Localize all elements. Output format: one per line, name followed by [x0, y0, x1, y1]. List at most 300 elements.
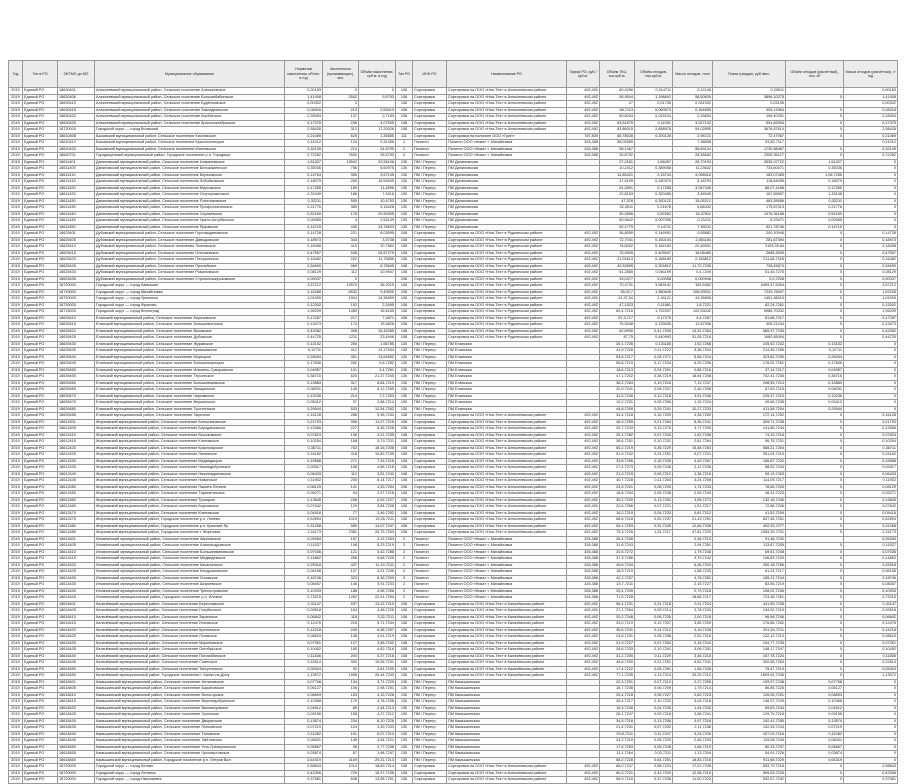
- table-cell[interactable]: 24,2,7219: [600, 738, 635, 745]
- table-cell[interactable]: Сортировка: [413, 296, 447, 303]
- table-cell[interactable]: Единый РО: [23, 387, 58, 394]
- table-cell[interactable]: 0,06433: [285, 471, 323, 478]
- table-cell[interactable]: 10,27,7233: [673, 406, 713, 413]
- table-cell[interactable]: 30,3856: [600, 211, 635, 218]
- table-cell[interactable]: Сортировка: [413, 510, 447, 517]
- table-cell[interactable]: 8,36,7241: [673, 419, 713, 426]
- table-cell[interactable]: Сортировка: [413, 322, 447, 329]
- table-cell[interactable]: Иловлинский муниципальный район, Сельское поселение Трёхостровское: [95, 588, 285, 595]
- table-cell[interactable]: 130: [396, 725, 413, 732]
- table-cell[interactable]: Сортировка: [413, 114, 447, 121]
- table-cell[interactable]: 0,08291: [285, 387, 323, 394]
- table-cell[interactable]: 2,60,7223: [673, 692, 713, 699]
- table-row[interactable]: [9, 621, 898, 628]
- table-cell[interactable]: Иловлинский муниципальный район, Сельское поселение Медведевское: [95, 556, 285, 563]
- table-cell[interactable]: 492,492: [567, 244, 600, 251]
- table-cell[interactable]: 0: [786, 133, 844, 140]
- table-cell[interactable]: 0: [844, 699, 898, 706]
- table-cell[interactable]: 107: [323, 569, 359, 576]
- table-cell[interactable]: Единый РО: [23, 478, 58, 485]
- table-cell[interactable]: 75,47,7219: [713, 666, 786, 673]
- table-cell[interactable]: 0,09317: [285, 465, 323, 472]
- table-cell[interactable]: 0,11836: [844, 653, 898, 660]
- table-cell[interactable]: 0,09156: [285, 712, 323, 719]
- table-cell[interactable]: 36,2015: [359, 283, 396, 290]
- table-cell[interactable]: 18614420: [58, 562, 95, 569]
- table-cell[interactable]: Сортировка: [413, 270, 447, 277]
- table-cell[interactable]: Единый РО: [23, 315, 58, 322]
- table-cell[interactable]: 2019: [9, 257, 23, 264]
- table-cell[interactable]: 108: [396, 510, 413, 517]
- table-cell[interactable]: 0: [844, 380, 898, 387]
- table-row[interactable]: [9, 686, 898, 693]
- table-cell[interactable]: 108: [396, 640, 413, 647]
- table-cell[interactable]: 0: [786, 237, 844, 244]
- table-cell[interactable]: 108: [396, 120, 413, 127]
- table-cell[interactable]: 18616430: [58, 640, 95, 647]
- table-cell[interactable]: 0,4,7209: [673, 270, 713, 277]
- table-cell[interactable]: Калачёвский муниципальный район, Сельское поселение Пятиизбянское: [95, 653, 285, 660]
- table-cell[interactable]: ПМ Даниловская: [447, 218, 567, 225]
- table-cell[interactable]: 0,014711: [635, 88, 673, 95]
- table-cell[interactable]: Сортировка на ООО «Ноя-Тех» в Руднянском районе: [447, 231, 567, 238]
- table-cell[interactable]: Единый РО: [23, 224, 58, 231]
- table-cell[interactable]: 130: [396, 192, 413, 199]
- table-cell[interactable]: ПМ Еланская: [447, 400, 567, 407]
- table-cell[interactable]: 26,44,7243: [359, 673, 396, 680]
- table-cell[interactable]: 533: [323, 406, 359, 413]
- table-cell[interactable]: Сортировка: [413, 614, 447, 621]
- table-cell[interactable]: 18612485: [58, 530, 95, 537]
- table-row[interactable]: [9, 562, 898, 569]
- table-cell[interactable]: 15,48,7283: [673, 445, 713, 452]
- table-cell[interactable]: 0,32449: [285, 192, 323, 199]
- table-cell[interactable]: 6,46,7203: [673, 562, 713, 569]
- table-cell[interactable]: 1262: [323, 595, 359, 602]
- table-cell[interactable]: 728,45674: [713, 263, 786, 270]
- table-cell[interactable]: Жирновский муниципальный район, Сельское поселение Новинское: [95, 478, 285, 485]
- table-cell[interactable]: Городской округ — город Ленинск: [95, 770, 285, 777]
- table-cell[interactable]: 0,42082: [285, 328, 323, 335]
- table-cell[interactable]: Жирновский муниципальный район, Городское поселение р.п. Красный Яр: [95, 523, 285, 530]
- table-cell[interactable]: 0,12476: [285, 621, 323, 628]
- table-cell[interactable]: 0,21089: [844, 133, 898, 140]
- table-cell[interactable]: Полигон ООО «Ника» г. Михайловка: [447, 595, 567, 602]
- table-cell[interactable]: 179: [323, 699, 359, 706]
- table-cell[interactable]: 2019: [9, 387, 23, 394]
- table-cell[interactable]: 0,00037: [844, 276, 898, 283]
- table-cell[interactable]: Единый РО: [23, 530, 58, 537]
- table-cell[interactable]: Калачёвский муниципальный район, Сельское поселение Голубинское: [95, 608, 285, 615]
- table-cell[interactable]: 25,1,7282: [600, 432, 635, 439]
- table-cell[interactable]: ПМ Камышинская: [447, 725, 567, 732]
- table-cell[interactable]: 18611405: [58, 166, 95, 173]
- table-cell[interactable]: 2019: [9, 465, 23, 472]
- table-cell[interactable]: 18611450: [58, 224, 95, 231]
- table-cell[interactable]: 492,492: [567, 322, 600, 329]
- table-cell[interactable]: 492,492: [567, 270, 600, 277]
- table-cell[interactable]: Сортировка: [413, 497, 447, 504]
- table-cell[interactable]: 0,31,7218: [635, 601, 673, 608]
- table-cell[interactable]: 18639465: [58, 387, 95, 394]
- table-cell[interactable]: 0,07758: [285, 679, 323, 686]
- table-cell[interactable]: Камышинский муниципальный район, Сельское поселение Чухонастовское: [95, 751, 285, 758]
- table-cell[interactable]: Сортировка: [413, 777, 447, 784]
- table-cell[interactable]: 2019: [9, 107, 23, 114]
- table-cell[interactable]: 11,4596: [359, 185, 396, 192]
- table-cell[interactable]: 0,11711: [285, 348, 323, 355]
- table-cell[interactable]: 492,492: [567, 426, 600, 433]
- table-cell[interactable]: ПМ / Перегр.: [413, 348, 447, 355]
- table-cell[interactable]: 56,8,7215: [600, 361, 635, 368]
- table-cell[interactable]: 0: [786, 510, 844, 517]
- table-cell[interactable]: 18618460: [58, 757, 95, 764]
- table-cell[interactable]: 18639485: [58, 413, 95, 420]
- table-cell[interactable]: 0: [844, 744, 898, 751]
- table-cell[interactable]: Единый РО: [23, 777, 58, 784]
- table-cell[interactable]: 0,15744: [635, 172, 673, 179]
- table-row[interactable]: [9, 653, 898, 660]
- table-cell[interactable]: Сортировка на ООО «Ноя-Тех» в Руднянском районе: [447, 296, 567, 303]
- table-cell[interactable]: Камышинский муниципальный район, Сельское поселение Таловское: [95, 731, 285, 738]
- table-cell[interactable]: 0,36,7229: [635, 445, 673, 452]
- table-cell[interactable]: Полигон ООО «Ника» г. Михайловка: [447, 146, 567, 153]
- table-row[interactable]: [9, 569, 898, 576]
- table-cell[interactable]: 108: [396, 127, 413, 134]
- table-cell[interactable]: 0: [786, 653, 844, 660]
- table-cell[interactable]: 18639410: [58, 315, 95, 322]
- table-cell[interactable]: 5,86432: [673, 205, 713, 212]
- table-cell[interactable]: Единый РО: [23, 166, 58, 173]
- table-cell[interactable]: 536: [323, 250, 359, 257]
- table-cell[interactable]: 0,52262: [635, 211, 673, 218]
- table-cell[interactable]: Городищенский муниципальный район, Городское поселение р.п. Городище: [95, 153, 285, 160]
- table-cell[interactable]: 0: [786, 562, 844, 569]
- table-cell[interactable]: 108: [396, 88, 413, 95]
- table-cell[interactable]: 1,41121: [635, 296, 673, 303]
- table-cell[interactable]: Единый РО: [23, 582, 58, 589]
- table-cell[interactable]: 0,28394: [285, 114, 323, 121]
- table-cell[interactable]: 0,47557: [844, 250, 898, 257]
- table-row[interactable]: [9, 712, 898, 719]
- table-cell[interactable]: 492,492: [567, 647, 600, 654]
- table-cell[interactable]: Городской округ — город Волгоград: [95, 309, 285, 316]
- table-cell[interactable]: 88,07,4186: [713, 185, 786, 192]
- table-cell[interactable]: 0,08401: [285, 738, 323, 745]
- table-cell[interactable]: 2,81,7264: [673, 439, 713, 446]
- table-cell[interactable]: ПМ / Перегр.: [413, 374, 447, 381]
- table-cell[interactable]: Сортировка: [413, 120, 447, 127]
- table-cell[interactable]: Единый РО: [23, 575, 58, 582]
- table-cell[interactable]: 12,54,7262: [359, 406, 396, 413]
- table-cell[interactable]: ПМ / Перегр.: [413, 738, 447, 745]
- table-cell[interactable]: Единый РО: [23, 725, 58, 732]
- table-cell[interactable]: 157,09,7216: [713, 731, 786, 738]
- table-cell[interactable]: 0,07,7202: [635, 725, 673, 732]
- table-cell[interactable]: Сортировка на ООО «Ноя-Тех» в Руднянском районе: [447, 250, 567, 257]
- table-cell[interactable]: 0,05324: [844, 666, 898, 673]
- table-cell[interactable]: ПМ Еланская: [447, 361, 567, 368]
- table-row[interactable]: [9, 725, 898, 732]
- table-cell[interactable]: 0,22614: [285, 660, 323, 667]
- table-cell[interactable]: 40,7,7228: [600, 478, 635, 485]
- table-cell[interactable]: 0,42,7209: [635, 770, 673, 777]
- table-cell[interactable]: 492,492: [567, 127, 600, 134]
- table-cell[interactable]: Сортировка на ООО «Ноя-Тех» в Руднянском районе: [447, 257, 567, 264]
- table-cell[interactable]: 16,3,7246: [600, 705, 635, 712]
- table-cell[interactable]: 72,47067: [713, 133, 786, 140]
- table-cell[interactable]: ПМ Даниловская: [447, 205, 567, 212]
- table-cell[interactable]: 2535,07722: [713, 159, 786, 166]
- table-row[interactable]: [9, 692, 898, 699]
- table-cell[interactable]: 0,08457: [844, 582, 898, 589]
- table-cell[interactable]: 18612415: [58, 439, 95, 446]
- table-cell[interactable]: Единый РО: [23, 231, 58, 238]
- table-row[interactable]: [9, 660, 898, 667]
- table-cell[interactable]: 108: [396, 452, 413, 459]
- table-cell[interactable]: 108: [396, 107, 413, 114]
- table-cell[interactable]: 0,13,7256: [635, 718, 673, 725]
- table-cell[interactable]: 134: [323, 679, 359, 686]
- table-cell[interactable]: 0,09518: [285, 608, 323, 615]
- table-cell[interactable]: Даниловский муниципальный район, Сельское поселение Атамановское: [95, 159, 285, 166]
- table-cell[interactable]: 0,13152: [285, 341, 323, 348]
- table-cell[interactable]: Даниловский муниципальный район, Сельское поселение Сергиевское: [95, 211, 285, 218]
- table-cell[interactable]: ПМ Еланская: [447, 341, 567, 348]
- table-cell[interactable]: 157: [323, 536, 359, 543]
- table-cell[interactable]: 4,16,7228: [673, 627, 713, 634]
- table-cell[interactable]: Единый РО: [23, 770, 58, 777]
- table-cell[interactable]: 0,133935: [635, 322, 673, 329]
- table-cell[interactable]: 20,5,7272: [600, 549, 635, 556]
- table-cell[interactable]: 2019: [9, 653, 23, 660]
- table-cell[interactable]: 0,36711: [844, 445, 898, 452]
- table-cell[interactable]: Единый РО: [23, 439, 58, 446]
- table-cell[interactable]: 0,09,7218: [635, 712, 673, 719]
- table-cell[interactable]: 201,54,7211: [713, 627, 786, 634]
- table-cell[interactable]: 0,28264: [786, 354, 844, 361]
- table-cell[interactable]: 148,17,7247: [713, 647, 786, 654]
- table-cell[interactable]: Еланский муниципальный район, Сельское поселение Тростянское: [95, 406, 285, 413]
- table-cell[interactable]: 130: [396, 205, 413, 212]
- table-cell[interactable]: 0,15588: [844, 458, 898, 465]
- table-cell[interactable]: ПМ / Перегр.: [413, 354, 447, 361]
- table-cell[interactable]: 0,29544: [285, 406, 323, 413]
- table-cell[interactable]: 2,27,7255: [673, 679, 713, 686]
- table-cell[interactable]: Сортировка: [413, 237, 447, 244]
- table-cell[interactable]: ПМ Камышинская: [447, 692, 567, 699]
- table-cell[interactable]: 18616450: [58, 666, 95, 673]
- table-cell[interactable]: 2019: [9, 634, 23, 641]
- table-cell[interactable]: 148: [323, 634, 359, 641]
- table-cell[interactable]: 3,91,7233: [359, 582, 396, 589]
- table-cell[interactable]: 18,8,7244: [600, 491, 635, 498]
- table-cell[interactable]: Иловлинский муниципальный район, Сельское поселение Авиловское: [95, 536, 285, 543]
- table-cell[interactable]: 492,492: [567, 114, 600, 121]
- table-cell[interactable]: 326,388: [567, 588, 600, 595]
- table-cell[interactable]: ПМ Камышинская: [447, 738, 567, 745]
- table-cell[interactable]: 0,06842: [844, 614, 898, 621]
- table-cell[interactable]: 2019: [9, 666, 23, 673]
- table-cell[interactable]: 4,21,7235: [359, 432, 396, 439]
- table-cell[interactable]: 1,15,7224: [673, 400, 713, 407]
- table-cell[interactable]: 2,11,7236: [673, 725, 713, 732]
- table-cell[interactable]: 16,54645: [359, 179, 396, 186]
- table-cell[interactable]: 0,17287: [285, 315, 323, 322]
- table-cell[interactable]: 118: [323, 614, 359, 621]
- table-cell[interactable]: 37,3,7266: [600, 556, 635, 563]
- table-cell[interactable]: Сортировка на ООО «Ноя-Тех» в Руднянском районе: [447, 309, 567, 316]
- table-cell[interactable]: 0: [786, 419, 844, 426]
- table-cell[interactable]: Полигон: [413, 146, 447, 153]
- table-cell[interactable]: 0,42306: [844, 770, 898, 777]
- table-cell[interactable]: 18625405: [58, 237, 95, 244]
- table-cell[interactable]: 56,69124: [673, 146, 713, 153]
- table-cell[interactable]: 28,70193: [673, 159, 713, 166]
- table-cell[interactable]: ПМ Еланская: [447, 348, 567, 355]
- table-cell[interactable]: ПМ Камышинская: [447, 731, 567, 738]
- table-cell[interactable]: Полигон: [413, 582, 447, 589]
- table-cell[interactable]: 0,64319: [786, 757, 844, 764]
- table-cell[interactable]: ПМ Еланская: [447, 406, 567, 413]
- table-cell[interactable]: Сортировка на ООО «Ноя-Тех» в Алексеевском районе: [447, 439, 567, 446]
- table-cell[interactable]: 2,3495: [359, 302, 396, 309]
- table-cell[interactable]: 0,34690: [844, 263, 898, 270]
- table-cell[interactable]: 18611430: [58, 198, 95, 205]
- table-cell[interactable]: Сортировка на ООО «Ноя-Тех» в Алексеевском районе: [447, 94, 567, 101]
- table-cell[interactable]: Полигон: [413, 588, 447, 595]
- table-cell[interactable]: 18612445: [58, 478, 95, 485]
- table-cell[interactable]: 0,04912: [285, 705, 323, 712]
- table-cell[interactable]: 77,1,7235: [600, 673, 635, 680]
- table-cell[interactable]: Городской округ — город Михайловка: [95, 289, 285, 296]
- table-cell[interactable]: 33,25,7212: [673, 673, 713, 680]
- table-cell[interactable]: 323: [323, 575, 359, 582]
- table-cell[interactable]: 2: [396, 569, 413, 576]
- table-cell[interactable]: 183,5382: [673, 283, 713, 290]
- table-cell[interactable]: 326,388: [567, 575, 600, 582]
- table-cell[interactable]: ПМ Камышинская: [447, 712, 567, 719]
- table-cell[interactable]: 20,45931: [673, 244, 713, 251]
- table-cell[interactable]: 3,01,7246: [359, 569, 396, 576]
- table-cell[interactable]: 0: [844, 354, 898, 361]
- table-cell[interactable]: ПМ / Перегр.: [413, 367, 447, 374]
- table-cell[interactable]: 0: [786, 127, 844, 134]
- table-cell[interactable]: 0,24,7251: [635, 452, 673, 459]
- table-cell[interactable]: 0,31268: [844, 523, 898, 530]
- table-cell[interactable]: 82,24,7261: [713, 302, 786, 309]
- table-cell[interactable]: Сортировка на ООО «Ноя-Тех» в Алексеевском районе: [447, 413, 567, 420]
- table-cell[interactable]: 6,14,7217: [359, 478, 396, 485]
- table-cell[interactable]: 0: [844, 185, 898, 192]
- table-cell[interactable]: Еланский муниципальный район, Сельское поселение Дубовское: [95, 335, 285, 342]
- table-cell[interactable]: 2019: [9, 244, 23, 251]
- table-cell[interactable]: 0: [786, 608, 844, 615]
- table-cell[interactable]: 130: [396, 738, 413, 745]
- table-cell[interactable]: 10,9947: [359, 270, 396, 277]
- table-row[interactable]: [9, 517, 898, 524]
- table-cell[interactable]: Сортировка: [413, 101, 447, 108]
- table-row[interactable]: [9, 439, 898, 446]
- table-row[interactable]: [9, 595, 898, 602]
- table-cell[interactable]: 3,97,7218: [673, 718, 713, 725]
- table-cell[interactable]: Сортировка на ООО «Ноя-Тех» в Алексеевском районе: [447, 491, 567, 498]
- table-cell[interactable]: 72,88,7236: [713, 504, 786, 511]
- table-cell[interactable]: 0,13845: [844, 497, 898, 504]
- table-cell[interactable]: 26,1,7247: [600, 712, 635, 719]
- table-cell[interactable]: 5,07,7214: [359, 731, 396, 738]
- table-cell[interactable]: ПМ Еланская: [447, 374, 567, 381]
- table-cell[interactable]: 0,11902: [285, 478, 323, 485]
- table-cell[interactable]: 35,6,7241: [600, 627, 635, 634]
- table-cell[interactable]: ПМ Еланская: [447, 354, 567, 361]
- table-cell[interactable]: Камышинский муниципальный район, Сельское поселение Дворянское: [95, 718, 285, 725]
- table-cell[interactable]: 0,14,7212: [635, 627, 673, 634]
- table-cell[interactable]: 236: [323, 497, 359, 504]
- table-cell[interactable]: 0,08129: [285, 484, 323, 491]
- table-cell[interactable]: 0: [786, 335, 844, 342]
- table-cell[interactable]: 1,02105: [844, 289, 898, 296]
- table-cell[interactable]: 18639430: [58, 341, 95, 348]
- table-cell[interactable]: 18730000: [58, 302, 95, 309]
- table-cell[interactable]: 2019: [9, 530, 23, 537]
- table-cell[interactable]: 492,492: [567, 289, 600, 296]
- table-cell[interactable]: 3,24,7226: [673, 731, 713, 738]
- table-cell[interactable]: Сортировка на ООО «Ноя-Тех» в Калачёвском районе: [447, 660, 567, 667]
- table-cell[interactable]: Сортировка: [413, 263, 447, 270]
- table-cell[interactable]: 0,31356: [359, 140, 396, 147]
- table-cell[interactable]: 0,32139: [844, 146, 898, 153]
- table-cell[interactable]: 620: [323, 374, 359, 381]
- table-cell[interactable]: 2: [396, 562, 413, 569]
- table-row[interactable]: [9, 146, 898, 153]
- table-cell[interactable]: 326,388: [567, 562, 600, 569]
- table-cell[interactable]: Сортировка на ООО «Ноя-Тех» в Алексеевском районе: [447, 452, 567, 459]
- table-cell[interactable]: Сортировка на ООО «Ноя-Тех» в Алексеевском районе: [447, 770, 567, 777]
- table-cell[interactable]: 18616410: [58, 614, 95, 621]
- table-cell[interactable]: 492,492: [567, 458, 600, 465]
- table-cell[interactable]: 1,33148: [786, 192, 844, 199]
- table-cell[interactable]: ПМ / Перегр.: [413, 400, 447, 407]
- table-cell[interactable]: 0,08893: [786, 692, 844, 699]
- table-cell[interactable]: 5,96,7244: [359, 413, 396, 420]
- table-cell[interactable]: 3,57145: [359, 172, 396, 179]
- table-cell[interactable]: Полигон: [413, 549, 447, 556]
- table-cell[interactable]: 47,81,7229: [673, 530, 713, 537]
- table-cell[interactable]: 18612465: [58, 504, 95, 511]
- table-cell[interactable]: Единый РО: [23, 452, 58, 459]
- table-cell[interactable]: 2,94,7261: [673, 543, 713, 550]
- table-cell[interactable]: ПМ Еланская: [447, 387, 567, 394]
- table-cell[interactable]: 2,52,7216: [673, 634, 713, 641]
- table-cell[interactable]: 108: [396, 289, 413, 296]
- table-cell[interactable]: 108: [396, 244, 413, 251]
- table-cell[interactable]: Единый РО: [23, 705, 58, 712]
- table-cell[interactable]: 2,00,7218: [673, 614, 713, 621]
- table-cell[interactable]: 9,49905: [359, 289, 396, 296]
- table-cell[interactable]: 130: [396, 361, 413, 368]
- table-cell[interactable]: 18639450: [58, 367, 95, 374]
- table-cell[interactable]: 351,04,7219: [713, 452, 786, 459]
- table-cell[interactable]: 0: [844, 718, 898, 725]
- table-cell[interactable]: 2019: [9, 712, 23, 719]
- table-cell[interactable]: 0,81,7212: [673, 510, 713, 517]
- table-row[interactable]: [9, 374, 898, 381]
- table-cell[interactable]: 108: [396, 660, 413, 667]
- table-cell[interactable]: 2019: [9, 159, 23, 166]
- table-cell[interactable]: 94: [323, 491, 359, 498]
- table-cell[interactable]: ПМ Даниловская: [447, 179, 567, 186]
